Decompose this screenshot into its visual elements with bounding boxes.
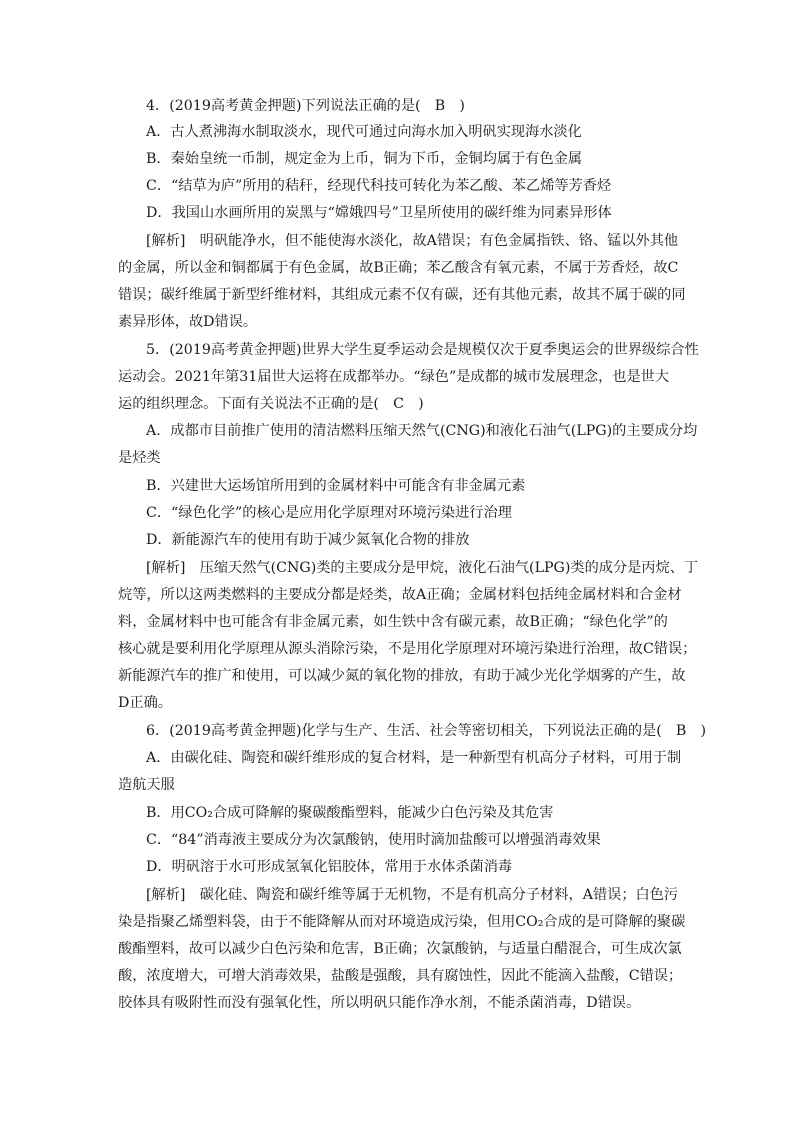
q4-option-c: C．“结草为庐”所用的秸秆，经现代科技可转化为苯乙酸、苯乙烯等芳香烃 — [146, 178, 612, 194]
q5-analysis-line: 新能源汽车的推广和使用，可以减少氮的氧化物的排放，有助于减少光化学烟雾的产生，故 — [118, 668, 686, 684]
q4-option-a: A．古人煮沸海水制取淡水，现代可通过向海水加入明矾实现海水淡化 — [146, 124, 582, 140]
q6-analysis-line: 酸，浓度增大，可增大消毒效果，盐酸是强酸，具有腐蚀性，因此不能滴入盐酸，C错误； — [118, 968, 683, 984]
q5-option-a: A．成都市目前推广使用的清洁燃料压缩天然气(CNG)和液化石油气(LPG)的主要成分均 — [146, 423, 698, 439]
q5-stem-line: 5．(2019高考黄金押题)世界大学生夏季运动会是规模仅次于夏季奥运会的世界级综合性 — [146, 342, 699, 358]
q6-option-a: A．由碳化硅、陶瓷和碳纤维形成的复合材料，是一种新型有机高分子材料，可用于制 — [146, 750, 682, 766]
q5-analysis-line: 核心就是要利用化学原理从源头消除污染，不是用化学原理对环境污染进行治理，故C错误； — [118, 641, 697, 657]
q5-option-b: B．兴建世大运场馆所用到的金属材料中可能含有非金属元素 — [146, 478, 526, 494]
q5-stem-line: 运的组织理念。下面有关说法不正确的是( C ) — [118, 396, 424, 412]
q5-option-a-cont: 是烃类 — [118, 450, 161, 466]
q4-stem: 4．(2019高考黄金押题)下列说法正确的是( B ) — [146, 98, 465, 114]
q4-option-d: D．我国山水画所用的炭黑与“嫦娥四号”卫星所使用的碳纤维为同素异形体 — [146, 205, 612, 221]
q6-option-c: C．“84”消毒液主要成分为次氯酸钠，使用时滴加盐酸可以增强消毒效果 — [146, 832, 601, 848]
q5-analysis-line: [解析] 压缩天然气(CNG)类的主要成分是甲烷，液化石油气(LPG)类的成分是丙烷、丁 — [146, 560, 699, 576]
q4-analysis-line: 素异形体，故D错误。 — [118, 314, 258, 330]
q4-analysis-line: [解析] 明矾能净水，但不能使海水淡化，故A错误；有色金属指铁、铬、锰以外其他 — [146, 233, 679, 249]
q5-stem-line: 运动会。2021年第31届世大运将在成都举办。“绿色”是成都的城市发展理念，也是世大 — [118, 369, 670, 385]
q6-stem: 6．(2019高考黄金押题)化学与生产、生活、社会等密切相关，下列说法正确的是( B ) — [146, 723, 707, 739]
q5-option-d: D．新能源汽车的使用有助于减少氮氧化合物的排放 — [146, 532, 470, 548]
q4-option-b: B．秦始皇统一币制，规定金为上币，铜为下币，金铜均属于有色金属 — [146, 151, 583, 167]
q5-option-c: C．“绿色化学”的核心是应用化学原理对环境污染进行治理 — [146, 505, 512, 521]
q6-analysis-line: 酸酯塑料，故可以减少白色污染和危害，B正确；次氯酸钠，与适量白醋混合，可生成次氯 — [118, 941, 682, 957]
q4-analysis-line: 的金属，所以金和铜都属于有色金属，故B正确；苯乙酸含有氧元素，不属于芳香烃，故C — [118, 260, 679, 276]
q6-analysis-line: 胶体具有吸附性而没有强氧化性，所以明矾只能作净水剂，不能杀菌消毒，D错误。 — [118, 995, 641, 1011]
q6-analysis-line: [解析] 碳化硅、陶瓷和碳纤维等属于无机物，不是有机高分子材料，A错误；白色污 — [146, 887, 679, 903]
q6-analysis-line: 染是指聚乙烯塑料袋，由于不能降解从而对环境造成污染，但用CO₂合成的是可降解的聚碳 — [118, 914, 686, 930]
q6-option-d: D．明矾溶于水可形成氢氧化铝胶体，常用于水体杀菌消毒 — [146, 859, 513, 875]
q5-analysis-line: 烷等，所以这两类燃料的主要成分都是烃类，故A正确；金属材料包括纯金属材料和合金材 — [118, 587, 682, 603]
q5-analysis-line: D正确。 — [118, 695, 172, 711]
q6-option-b: B．用CO₂合成可降解的聚碳酸酯塑料，能减少白色污染及其危害 — [146, 805, 554, 821]
q4-analysis-line: 错误；碳纤维属于新型纤维材料，其组成元素不仅有碳，还有其他元素，故其不属于碳的同 — [118, 287, 686, 303]
q5-analysis-line: 料，金属材料中也可能含有非金属元素，如生铁中含有碳元素，故B正确；“绿色化学”的 — [118, 614, 668, 630]
q6-option-a-cont: 造航天服 — [118, 777, 175, 793]
